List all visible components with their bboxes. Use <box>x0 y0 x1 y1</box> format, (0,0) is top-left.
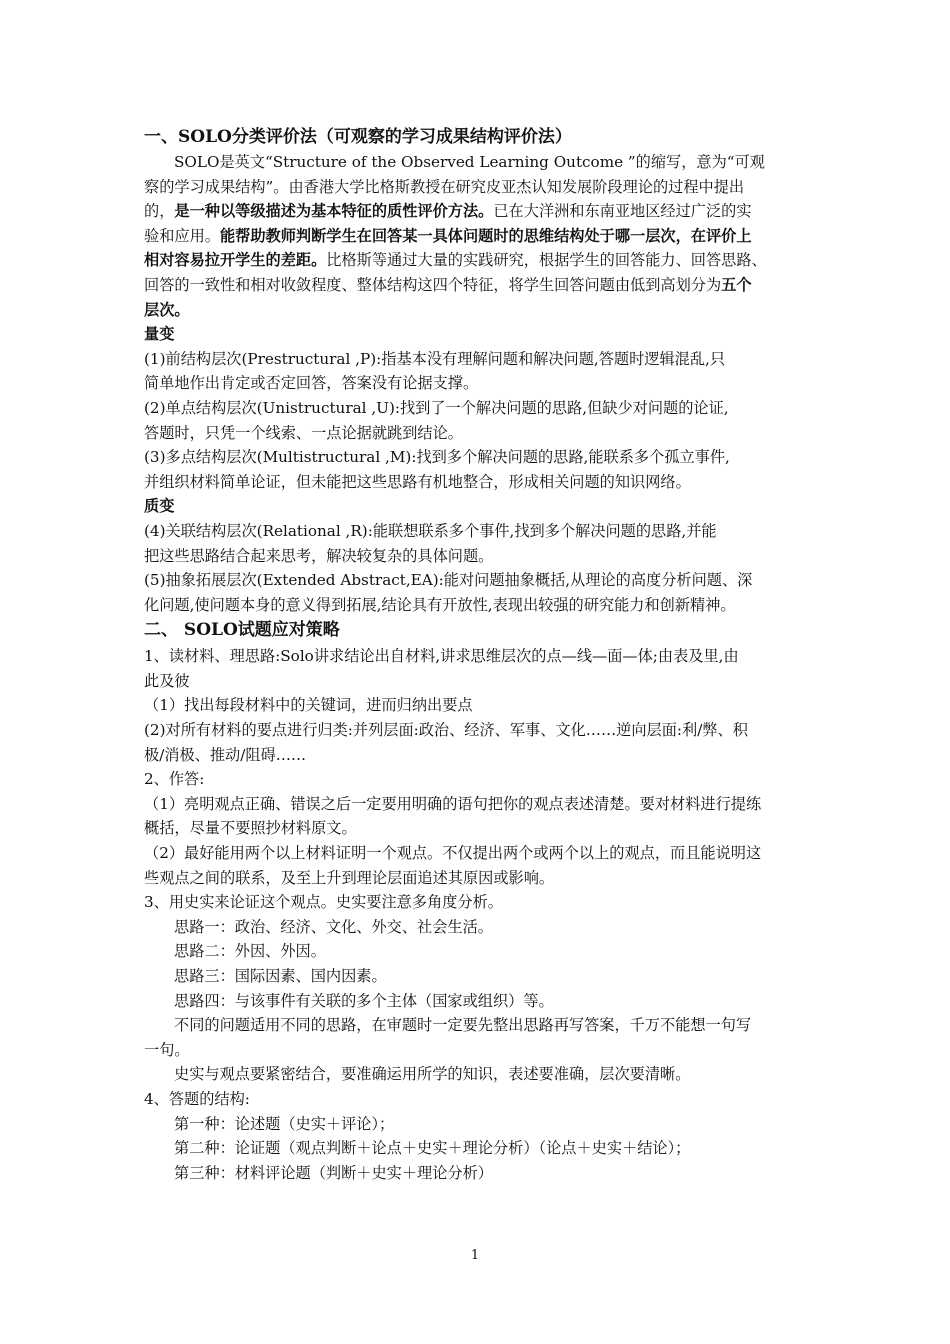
note-line: 史实与观点要紧密结合，要准确运用所学的知识，表述要准确，层次要清晰。 <box>174 1065 691 1084</box>
text-line <box>144 199 810 224</box>
text-line <box>144 298 810 323</box>
approach-line: 思路一：政治、经济、文化、外交、社会生活。 <box>174 917 493 936</box>
document-page <box>144 124 810 1185</box>
note-line: 一句。 <box>144 1040 190 1059</box>
text-line <box>144 273 810 298</box>
approach-line: 思路四：与该事件有关联的多个主体（国家或组织）等。 <box>174 991 554 1010</box>
level-3-line: (3)多点结构层次(Multistructural ,M):找到多个解决问题的思路,能联系多个孤立事件, <box>144 448 730 467</box>
text-span: 已在大洋洲和东南亚地区经过广泛的实 <box>493 202 752 221</box>
bold-text: 是一种以等级描述为基本特征的质性评价方法。 <box>174 202 494 221</box>
level-4-line: 把这些思路结合起来思考，解决较复杂的具体问题。 <box>144 546 494 565</box>
bold-text: 能帮助教师判断学生在回答某一具体问题时的思维结构处于哪一层次，在评价上 <box>219 226 752 245</box>
subheading-qualitative: 质变 <box>144 497 175 516</box>
text-span: 回答的一致性和相对收敛程度、整体结构这四个特征，将学生回答问题由低到高划分为 <box>144 275 722 294</box>
level-3-line: 并组织材料简单论证，但未能把这些思路有机地整合，形成相关问题的知识网络。 <box>144 472 691 491</box>
page-number: 1 <box>470 1248 480 1263</box>
level-1-line: 简单地作出肯定或否定回答，答案没有论据支撑。 <box>144 374 479 393</box>
step-3-line: 3、用史实来论证这个观点。史实要注意多角度分析。 <box>144 893 503 912</box>
bold-text: 层次。 <box>144 300 190 319</box>
level-1-line: (1)前结构层次(Prestructural ,P):指基本没有理解问题和解决问题,答题时逻辑混乱,只 <box>144 349 726 368</box>
step-1-line: 1、读材料、理思路:Solo讲求结论出自材料,讲求思维层次的点—线—面—体;由表及里,由 <box>144 647 739 666</box>
text-line <box>144 224 810 249</box>
note-line: 不同的问题适用不同的思路，在审题时一定要先整出思路再写答案，千万不能想一句写 <box>174 1016 752 1035</box>
level-5-line: 化问题,使问题本身的意义得到拓展,结论具有开放性,表现出较强的研究能力和创新精神。 <box>144 595 736 614</box>
subheading-quantitative: 量变 <box>144 325 175 344</box>
section-2-heading: 二、 SOLO试题应对策略 <box>144 620 340 641</box>
bold-text: 相对容易拉开学生的差距。 <box>144 251 327 270</box>
bold-text: 五个 <box>721 275 752 294</box>
step-1a-line: （1）找出每段材料中的关键词，进而归纳出要点 <box>144 696 473 715</box>
step-2-line: 2、作答: <box>144 770 205 789</box>
level-2-line: (2)单点结构层次(Unistructural ,U):找到了一个解决问题的思路,但缺少对问题的论证, <box>144 398 729 417</box>
text-line: 察的学习成果结构”。由香港大学比格斯教授在研究皮亚杰认知发展阶段理论的过程中提出 <box>144 177 745 196</box>
step-2a-line: 概括，尽量不要照抄材料原文。 <box>144 819 357 838</box>
step-2b-line: （2）最好能用两个以上材料证明一个观点。不仅提出两个或两个以上的观点，而且能说明这 <box>144 844 762 863</box>
text-span: 验和应用。 <box>144 226 220 245</box>
text-line: SOLO是英文“Structure of the Observed Learning Outcome ”的缩写，意为“可观 <box>174 153 765 171</box>
step-1b-line: 极/消极、推动/阻碍…… <box>144 745 307 764</box>
step-2a-line: （1）亮明观点正确、错误之后一定要用明确的语句把你的观点表述清楚。要对材料进行提练 <box>144 794 762 813</box>
structure-line: 第二种：论证题（观点判断＋论点＋史实＋理论分析）（论点＋史实＋结论）； <box>174 1139 691 1158</box>
level-4-line: (4)关联结构层次(Relational ,R):能联想联系多个事件,找到多个解决问题的思路,并能 <box>144 521 717 540</box>
step-4-line: 4、答题的结构: <box>144 1089 250 1108</box>
step-1b-line: (2)对所有材料的要点进行归类:并列层面:政治、经济、军事、文化……逆向层面:利/弊、积 <box>144 721 748 740</box>
level-2-line: 答题时，只凭一个线索、一点论据就跳到结论。 <box>144 423 463 442</box>
structure-line: 第一种：论述题（史实＋评论）； <box>174 1114 395 1133</box>
level-5-line: (5)抽象拓展层次(Extended Abstract,EA):能对问题抽象概括,从理论的高度分析问题、深 <box>144 571 753 590</box>
text-line <box>144 248 810 273</box>
text-span: 比格斯等通过大量的实践研究，根据学生的回答能力、回答思路、 <box>326 251 767 270</box>
step-1-line: 此及彼 <box>144 671 190 690</box>
structure-line: 第三种：材料评论题（判断＋史实＋理论分析） <box>174 1163 493 1182</box>
approach-line: 思路二：外因、外因。 <box>174 942 326 961</box>
approach-line: 思路三：国际因素、国内因素。 <box>174 967 387 985</box>
step-2b-line: 些观点之间的联系，及至上升到理论层面追述其原因或影响。 <box>144 868 555 887</box>
text-span: 的， <box>144 202 175 221</box>
intro-paragraph <box>144 150 810 322</box>
section-1-heading: 一、SOLO分类评价法（可观察的学习成果结构评价法） <box>144 127 572 147</box>
